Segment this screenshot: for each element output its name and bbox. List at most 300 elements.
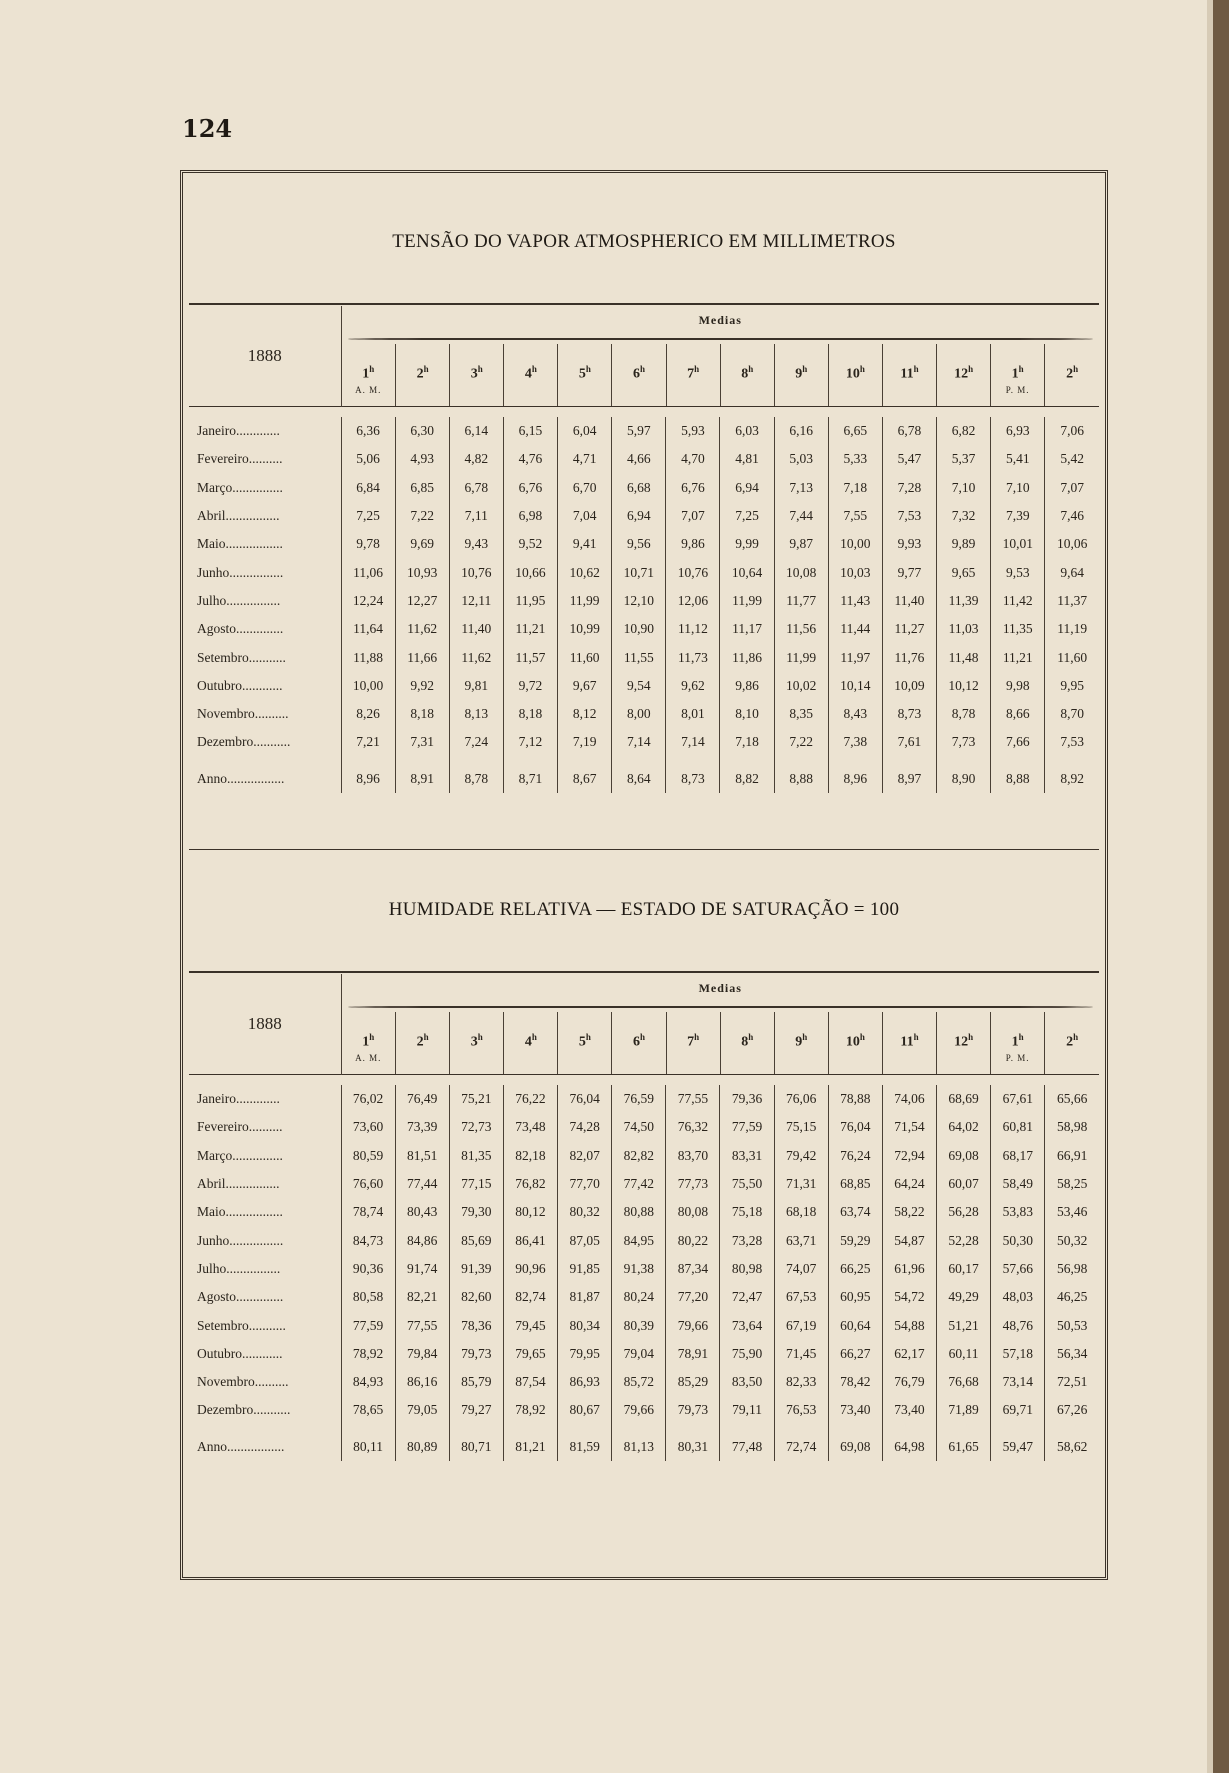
table-cell: 79,05 <box>395 1396 449 1424</box>
table-cell: 10,66 <box>503 558 557 586</box>
table-cell: 6,65 <box>828 417 882 445</box>
table-cell: 80,12 <box>503 1198 557 1226</box>
table-cell: 9,99 <box>720 530 774 558</box>
total-cell: 64,98 <box>882 1433 936 1461</box>
table-cell: 10,08 <box>774 558 828 586</box>
table-cell: 11,21 <box>991 643 1045 671</box>
table-cell: 5,33 <box>828 445 882 473</box>
hour-header: 4$^h$ <box>504 1012 558 1074</box>
table-cell: 8,12 <box>558 700 612 728</box>
table-cell: 7,18 <box>828 474 882 502</box>
month-label: Abril................ <box>197 1176 280 1192</box>
table-cell: 60,11 <box>937 1340 991 1368</box>
table-cell: 7,39 <box>991 502 1045 530</box>
table-cell: 7,22 <box>395 502 449 530</box>
table-cell: 80,58 <box>341 1283 395 1311</box>
table-cell: 58,22 <box>882 1198 936 1226</box>
table-cell: 4,70 <box>666 445 720 473</box>
table-row <box>189 1198 1099 1226</box>
table-cell: 8,70 <box>1045 700 1099 728</box>
month-label: Janeiro............. <box>197 1091 280 1107</box>
total-cell: 81,21 <box>503 1433 557 1461</box>
table-cell: 82,18 <box>503 1142 557 1170</box>
total-cell: 8,71 <box>503 765 557 793</box>
table-cell: 80,32 <box>558 1198 612 1226</box>
table-cell: 83,70 <box>666 1142 720 1170</box>
table-cell: 65,66 <box>1045 1085 1099 1113</box>
hour-header: 9$^h$ <box>774 1012 828 1074</box>
page-number: 124 <box>182 114 233 143</box>
table-cell: 78,91 <box>666 1340 720 1368</box>
table-cell: 7,18 <box>720 728 774 756</box>
month-label: Outubro............ <box>197 677 283 693</box>
table-cell: 11,55 <box>612 643 666 671</box>
table-cell: 68,85 <box>828 1170 882 1198</box>
table-cell: 78,92 <box>341 1340 395 1368</box>
table-cell: 5,03 <box>774 445 828 473</box>
table-cell: 9,92 <box>395 672 449 700</box>
table-cell: 6,76 <box>666 474 720 502</box>
table-row <box>189 1340 1099 1368</box>
medias-brace <box>342 1002 1100 1012</box>
table-cell: 79,04 <box>612 1340 666 1368</box>
table-row <box>189 700 1099 728</box>
table-cell: 71,45 <box>774 1340 828 1368</box>
table-cell: 7,24 <box>449 728 503 756</box>
table-row <box>189 1311 1099 1339</box>
table-cell: 66,91 <box>1045 1142 1099 1170</box>
month-label: Junho................ <box>197 564 284 580</box>
table-cell: 74,07 <box>774 1255 828 1283</box>
table-cell: 77,42 <box>612 1170 666 1198</box>
table-cell: 77,15 <box>449 1170 503 1198</box>
title-rule <box>189 971 1099 973</box>
table-cell: 9,62 <box>666 672 720 700</box>
table-cell: 11,95 <box>503 587 557 615</box>
table-cell: 6,76 <box>503 474 557 502</box>
table-cell: 76,68 <box>937 1368 991 1396</box>
table-cell: 79,66 <box>666 1311 720 1339</box>
table-cell: 73,28 <box>720 1226 774 1254</box>
table-cell: 69,08 <box>937 1142 991 1170</box>
table-cell: 9,87 <box>774 530 828 558</box>
table-cell: 79,95 <box>558 1340 612 1368</box>
table-cell: 11,99 <box>774 643 828 671</box>
total-cell: 80,71 <box>449 1433 503 1461</box>
hour-header: 1$^h$ P. M. <box>991 344 1045 406</box>
hour-header: 1$^h$ P. M. <box>991 1012 1045 1074</box>
table-cell: 83,31 <box>720 1142 774 1170</box>
table-cell: 80,08 <box>666 1198 720 1226</box>
month-label: Setembro........... <box>197 1317 286 1333</box>
table-cell: 9,78 <box>341 530 395 558</box>
table-cell: 11,97 <box>828 643 882 671</box>
month-label: Novembro.......... <box>197 1374 289 1390</box>
table-cell: 9,98 <box>991 672 1045 700</box>
table-cell: 8,66 <box>991 700 1045 728</box>
table-cell: 62,17 <box>882 1340 936 1368</box>
table-cell: 7,55 <box>828 502 882 530</box>
table-cell: 11,88 <box>341 643 395 671</box>
table-cell: 10,01 <box>991 530 1045 558</box>
table-cell: 7,46 <box>1045 502 1099 530</box>
total-cell: 8,92 <box>1045 765 1099 793</box>
table-cell: 7,14 <box>612 728 666 756</box>
table-cell: 86,16 <box>395 1368 449 1396</box>
table-cell: 10,62 <box>558 558 612 586</box>
table-cell: 75,15 <box>774 1113 828 1141</box>
table-cell: 63,71 <box>774 1226 828 1254</box>
table-cell: 66,27 <box>828 1340 882 1368</box>
total-cell: 8,97 <box>882 765 936 793</box>
table-cell: 11,62 <box>449 643 503 671</box>
table-cell: 11,99 <box>558 587 612 615</box>
table-cell: 50,30 <box>991 1226 1045 1254</box>
table-cell: 6,85 <box>395 474 449 502</box>
table-cell: 81,51 <box>395 1142 449 1170</box>
hour-header: 4$^h$ <box>504 344 558 406</box>
total-cell: 80,89 <box>395 1433 449 1461</box>
table-cell: 60,64 <box>828 1311 882 1339</box>
table-cell: 72,51 <box>1045 1368 1099 1396</box>
total-cell: 8,82 <box>720 765 774 793</box>
month-label: Fevereiro.......... <box>197 451 283 467</box>
hour-header: 7$^h$ <box>666 344 720 406</box>
table-row <box>189 445 1099 473</box>
table-cell: 10,03 <box>828 558 882 586</box>
pm-label: P. M. <box>1005 384 1030 395</box>
table-cell: 9,67 <box>558 672 612 700</box>
table-row <box>189 615 1099 643</box>
table-cell: 60,81 <box>991 1113 1045 1141</box>
table-cell: 76,22 <box>503 1085 557 1113</box>
total-cell: 8,64 <box>612 765 666 793</box>
table-cell: 11,44 <box>828 615 882 643</box>
table-cell: 6,82 <box>937 417 991 445</box>
table-cell: 6,03 <box>720 417 774 445</box>
table-cell: 7,25 <box>720 502 774 530</box>
table-cell: 73,14 <box>991 1368 1045 1396</box>
table-cell: 7,12 <box>503 728 557 756</box>
table-cell: 46,25 <box>1045 1283 1099 1311</box>
table-cell: 50,32 <box>1045 1226 1099 1254</box>
table-cell: 5,41 <box>991 445 1045 473</box>
table-cell: 5,97 <box>612 417 666 445</box>
table-cell: 11,77 <box>774 587 828 615</box>
total-cell: 8,90 <box>937 765 991 793</box>
table-cell: 79,73 <box>449 1340 503 1368</box>
table-cell: 6,04 <box>558 417 612 445</box>
table-cell: 76,59 <box>612 1085 666 1113</box>
total-row <box>189 1433 1099 1461</box>
total-cell: 72,74 <box>774 1433 828 1461</box>
hour-header: 12$^h$ <box>937 344 991 406</box>
table-cell: 72,47 <box>720 1283 774 1311</box>
table-cell: 4,66 <box>612 445 666 473</box>
table-cell: 61,96 <box>882 1255 936 1283</box>
table-cell: 80,34 <box>558 1311 612 1339</box>
table-row <box>189 417 1099 445</box>
table-cell: 53,46 <box>1045 1198 1099 1226</box>
table-cell: 91,39 <box>449 1255 503 1283</box>
table-cell: 73,39 <box>395 1113 449 1141</box>
table-cell: 76,04 <box>558 1085 612 1113</box>
month-label: Dezembro........... <box>197 734 291 750</box>
table-cell: 8,78 <box>937 700 991 728</box>
table-cell: 10,71 <box>612 558 666 586</box>
table-cell: 11,60 <box>558 643 612 671</box>
table-cell: 67,26 <box>1045 1396 1099 1424</box>
table-cell: 67,53 <box>774 1283 828 1311</box>
total-row <box>189 765 1099 793</box>
table-cell: 9,41 <box>558 530 612 558</box>
table-cell: 80,67 <box>558 1396 612 1424</box>
hour-header: 11$^h$ <box>882 1012 936 1074</box>
table-row <box>189 1283 1099 1311</box>
table-cell: 11,56 <box>774 615 828 643</box>
table-cell: 4,76 <box>503 445 557 473</box>
table-cell: 79,45 <box>503 1311 557 1339</box>
table-cell: 80,22 <box>666 1226 720 1254</box>
table-cell: 7,14 <box>666 728 720 756</box>
month-label: Junho................ <box>197 1232 284 1248</box>
table-cell: 12,11 <box>449 587 503 615</box>
table-cell: 10,12 <box>937 672 991 700</box>
month-label: Maio................. <box>197 536 283 552</box>
medias-brace <box>342 334 1100 344</box>
table-cell: 9,54 <box>612 672 666 700</box>
table-cell: 10,00 <box>341 672 395 700</box>
table-cell: 5,37 <box>937 445 991 473</box>
table-cell: 7,61 <box>882 728 936 756</box>
table-cell: 7,04 <box>558 502 612 530</box>
total-cell: 81,13 <box>612 1433 666 1461</box>
table-cell: 10,76 <box>666 558 720 586</box>
table-cell: 73,60 <box>341 1113 395 1141</box>
total-cell: 8,88 <box>774 765 828 793</box>
table-cell: 85,29 <box>666 1368 720 1396</box>
table-cell: 77,44 <box>395 1170 449 1198</box>
table-cell: 7,73 <box>937 728 991 756</box>
month-label: Fevereiro.......... <box>197 1119 283 1135</box>
table-cell: 87,54 <box>503 1368 557 1396</box>
total-cell: 8,96 <box>341 765 395 793</box>
hour-header: 7$^h$ <box>666 1012 720 1074</box>
table-cell: 11,43 <box>828 587 882 615</box>
medias-label: Medias <box>698 313 742 327</box>
hour-header: 8$^h$ <box>720 1012 774 1074</box>
table-row <box>189 1368 1099 1396</box>
table-cell: 9,81 <box>449 672 503 700</box>
table-cell: 11,03 <box>937 615 991 643</box>
table-cell: 7,10 <box>937 474 991 502</box>
year-header: 1888 <box>247 346 282 365</box>
month-label: Setembro........... <box>197 649 286 665</box>
table-cell: 6,36 <box>341 417 395 445</box>
table-cell: 54,88 <box>882 1311 936 1339</box>
table-row <box>189 1396 1099 1424</box>
table-cell: 68,18 <box>774 1198 828 1226</box>
table-cell: 49,29 <box>937 1283 991 1311</box>
table-cell: 64,02 <box>937 1113 991 1141</box>
hour-header: 1$^h$ A. M. <box>342 344 396 406</box>
table-cell: 8,26 <box>341 700 395 728</box>
table-cell: 74,06 <box>882 1085 936 1113</box>
table-cell: 79,27 <box>449 1396 503 1424</box>
table-cell: 79,36 <box>720 1085 774 1113</box>
table-cell: 4,82 <box>449 445 503 473</box>
table-cell: 56,28 <box>937 1198 991 1226</box>
table-cell: 90,36 <box>341 1255 395 1283</box>
total-cell: 8,67 <box>558 765 612 793</box>
table-cell: 78,74 <box>341 1198 395 1226</box>
table-cell: 6,93 <box>991 417 1045 445</box>
table-row <box>189 1226 1099 1254</box>
table-cell: 76,04 <box>828 1113 882 1141</box>
table-cell: 8,01 <box>666 700 720 728</box>
table-cell: 8,73 <box>882 700 936 728</box>
table-cell: 6,14 <box>449 417 503 445</box>
relative-humidity-title: HUMIDADE RELATIVA — ESTADO DE SATURAÇÃO = 100 <box>388 899 900 920</box>
table-cell: 85,79 <box>449 1368 503 1396</box>
table-cell: 76,79 <box>882 1368 936 1396</box>
table-cell: 91,85 <box>558 1255 612 1283</box>
table-cell: 4,81 <box>720 445 774 473</box>
table-cell: 11,21 <box>503 615 557 643</box>
table-cell: 52,28 <box>937 1226 991 1254</box>
am-label: A. M. <box>355 1052 382 1063</box>
table-cell: 11,48 <box>937 643 991 671</box>
table-cell: 7,38 <box>828 728 882 756</box>
table-cell: 68,69 <box>937 1085 991 1113</box>
table-cell: 5,93 <box>666 417 720 445</box>
total-cell: 8,91 <box>395 765 449 793</box>
hour-header: 10$^h$ <box>828 344 882 406</box>
table-cell: 82,07 <box>558 1142 612 1170</box>
hour-header: 6$^h$ <box>612 1012 666 1074</box>
table-cell: 9,89 <box>937 530 991 558</box>
table-cell: 11,62 <box>395 615 449 643</box>
table-cell: 7,07 <box>666 502 720 530</box>
table-cell: 11,40 <box>882 587 936 615</box>
section-rule <box>189 849 1099 850</box>
table-cell: 77,55 <box>395 1311 449 1339</box>
month-label: Julho................ <box>197 592 281 608</box>
table-cell: 87,34 <box>666 1255 720 1283</box>
table-cell: 58,25 <box>1045 1170 1099 1198</box>
table-cell: 11,86 <box>720 643 774 671</box>
hour-header: 2$^h$ <box>1045 344 1099 406</box>
table-cell: 9,64 <box>1045 558 1099 586</box>
table-cell: 90,96 <box>503 1255 557 1283</box>
table-cell: 8,00 <box>612 700 666 728</box>
table-cell: 86,93 <box>558 1368 612 1396</box>
table-cell: 8,35 <box>774 700 828 728</box>
month-label: Agosto.............. <box>197 1289 284 1305</box>
vapor-tension-title: TENSÃO DO VAPOR ATMOSPHERICO EM MILLIMETROS <box>392 231 896 252</box>
table-cell: 76,24 <box>828 1142 882 1170</box>
tables-frame <box>180 170 1108 1580</box>
table-cell: 7,21 <box>341 728 395 756</box>
table-cell: 5,47 <box>882 445 936 473</box>
am-label: A. M. <box>355 384 382 395</box>
table-cell: 82,60 <box>449 1283 503 1311</box>
total-cell: 80,11 <box>341 1433 395 1461</box>
table-cell: 8,43 <box>828 700 882 728</box>
table-cell: 78,36 <box>449 1311 503 1339</box>
table-cell: 8,18 <box>503 700 557 728</box>
table-cell: 83,50 <box>720 1368 774 1396</box>
table-cell: 77,59 <box>720 1113 774 1141</box>
table-cell: 7,66 <box>991 728 1045 756</box>
table-cell: 80,88 <box>612 1198 666 1226</box>
table-cell: 84,86 <box>395 1226 449 1254</box>
medias-label: Medias <box>698 981 742 995</box>
table-cell: 73,40 <box>882 1396 936 1424</box>
table-row <box>189 530 1099 558</box>
table-cell: 11,35 <box>991 615 1045 643</box>
table-cell: 6,68 <box>612 474 666 502</box>
table-cell: 9,86 <box>720 672 774 700</box>
table-cell: 7,25 <box>341 502 395 530</box>
table-cell: 80,59 <box>341 1142 395 1170</box>
table-cell: 72,73 <box>449 1113 503 1141</box>
table-cell: 73,40 <box>828 1396 882 1424</box>
table-row <box>189 672 1099 700</box>
table-cell: 79,73 <box>666 1396 720 1424</box>
table-cell: 10,09 <box>882 672 936 700</box>
table-cell: 10,02 <box>774 672 828 700</box>
table-cell: 7,53 <box>1045 728 1099 756</box>
table-cell: 6,98 <box>503 502 557 530</box>
table-cell: 4,71 <box>558 445 612 473</box>
table-cell: 75,18 <box>720 1198 774 1226</box>
table-cell: 5,42 <box>1045 445 1099 473</box>
table-cell: 77,55 <box>666 1085 720 1113</box>
table-row <box>189 1113 1099 1141</box>
total-cell: 61,65 <box>937 1433 991 1461</box>
table-cell: 9,43 <box>449 530 503 558</box>
hour-header: 2$^h$ <box>396 344 450 406</box>
table-cell: 79,84 <box>395 1340 449 1368</box>
table-cell: 11,37 <box>1045 587 1099 615</box>
table-cell: 4,93 <box>395 445 449 473</box>
table-cell: 10,90 <box>612 615 666 643</box>
table-cell: 74,28 <box>558 1113 612 1141</box>
month-label: Abril................ <box>197 508 280 524</box>
table-cell: 82,33 <box>774 1368 828 1396</box>
table-cell: 77,70 <box>558 1170 612 1198</box>
table-cell: 12,10 <box>612 587 666 615</box>
table-cell: 6,94 <box>612 502 666 530</box>
table-cell: 10,93 <box>395 558 449 586</box>
table-cell: 67,19 <box>774 1311 828 1339</box>
table-cell: 54,72 <box>882 1283 936 1311</box>
table-cell: 7,11 <box>449 502 503 530</box>
table-cell: 51,21 <box>937 1311 991 1339</box>
table-cell: 85,72 <box>612 1368 666 1396</box>
table-cell: 78,65 <box>341 1396 395 1424</box>
total-cell: 8,96 <box>828 765 882 793</box>
table-cell: 11,06 <box>341 558 395 586</box>
table-cell: 10,00 <box>828 530 882 558</box>
table-cell: 9,77 <box>882 558 936 586</box>
table-cell: 10,14 <box>828 672 882 700</box>
table-cell: 71,54 <box>882 1113 936 1141</box>
month-label: Março............... <box>197 479 283 495</box>
table-cell: 8,18 <box>395 700 449 728</box>
table-cell: 87,05 <box>558 1226 612 1254</box>
